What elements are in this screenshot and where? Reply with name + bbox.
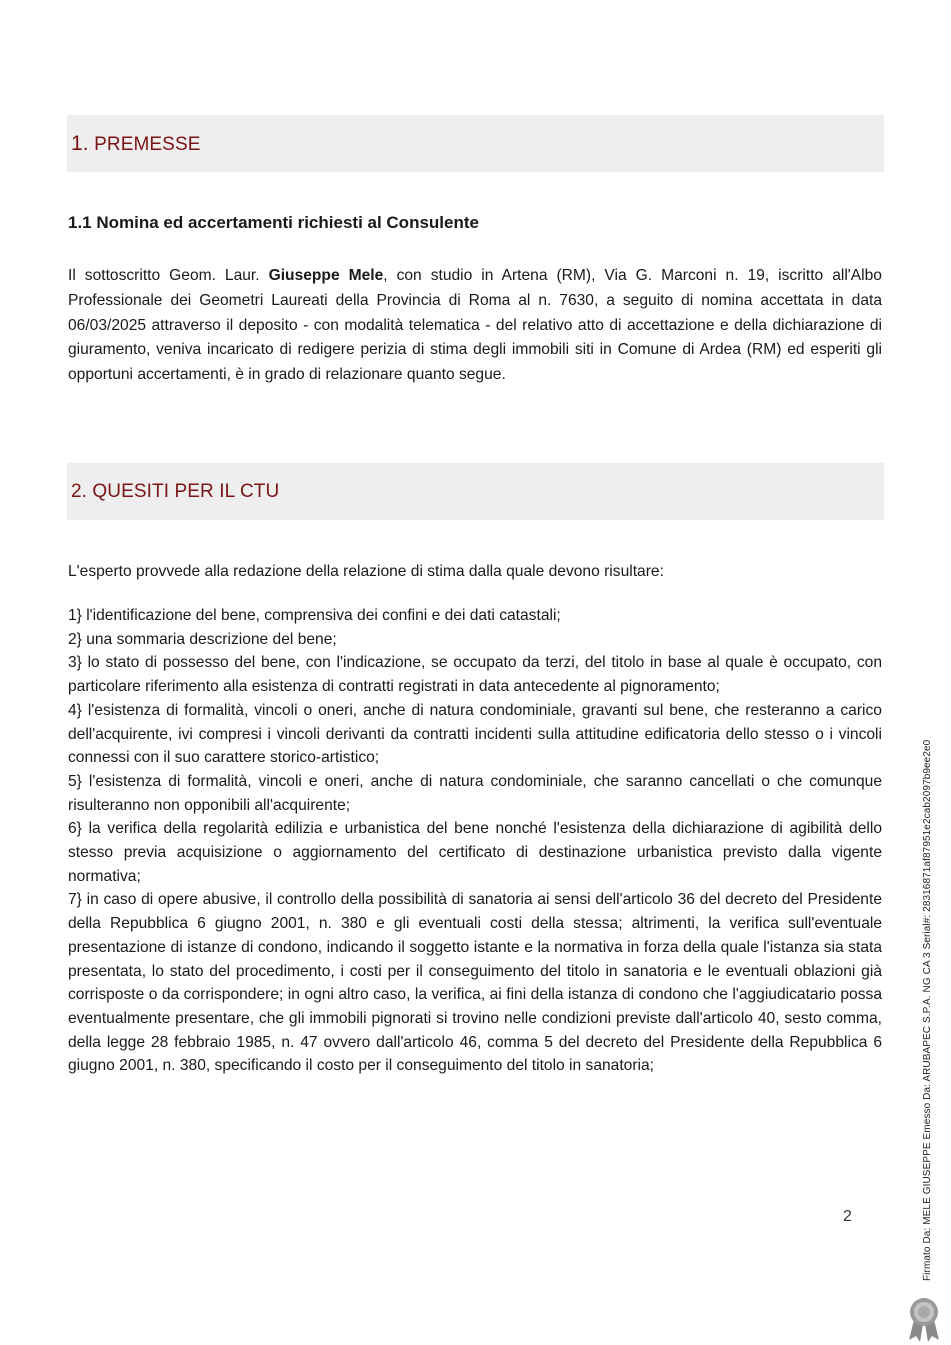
subsection-1-1-title: 1.1 Nomina ed accertamenti richiesti al Consulente xyxy=(68,213,479,232)
quesito-item: 3} lo stato di possesso del bene, con l'indicazione, se occupato da terzi, del titolo in base al quale è occupato, con particolare riferimento alla esistenza di contratti registrati in data antecedente al pignoramento; xyxy=(68,654,882,696)
quesiti-list xyxy=(68,604,882,1078)
quesiti-intro: L'esperto provvede alla redazione della relazione di stima dalla quale devono risultare: xyxy=(68,563,664,580)
section-1-number: 1. xyxy=(71,131,89,155)
quesito-item: 7} in caso di opere abusive, il controllo della possibilità di sanatoria ai sensi dell'articolo 36 del decreto del Presidente della Repubblica 6 giugno 2001, n. 380 e gli eventuali costi della stessa; altrimenti, la verifica sull'eventuale presentazione di istanze di condono, indicando il soggetto istante e la normativa in forza della quale l'istanza sia stata presentata, lo stato del procedimento, i costi per il conseguimento del titolo in sanatoria e le eventuali oblazioni già corrisposte o da corrispondere; in ogni altro caso, la verifica, ai fini della istanza di condono che l'aggiudicatario possa eventualmente presentare, che gli immobili pignorati si trovino nelle condizioni previste dall'articolo 40, sesto comma, della legge 28 febbraio 1985, n. 47 ovvero dall'articolo 46, comma 5 del decreto del Presidente della Repubblica 6 giugno 2001, n. 380, specificando il costo per il conseguimento del titolo in sanatoria; xyxy=(68,891,882,1075)
intro-text-before: Il sottoscritto Geom. Laur. xyxy=(68,267,269,284)
quesito-item: 4} l'esistenza di formalità, vincoli o oneri, anche di natura condominiale, gravanti sul bene, che resteranno a carico dell'acquirente, ivi compresi i vincoli derivanti da contratti incidenti sulla attitudine edificatoria dello stesso o i vincoli connessi con il suo carattere storico-artistico; xyxy=(68,701,882,767)
quesito-item: 1} l'identificazione del bene, comprensiva dei confini e dei dati catastali; xyxy=(68,607,561,624)
quesito-item: 6} la verifica della regolarità edilizia e urbanistica del bene nonché l'esistenza della dichiarazione di agibilità dello stesso previa acquisizione o aggiornamento del certificato di destinazione urbanistica previsto dalla vigente normativa; xyxy=(68,820,882,885)
section-1-header xyxy=(67,115,884,172)
section-1-title xyxy=(71,132,201,156)
quesito-item: 5} l'esistenza di formalità, vincoli e oneri, anche di natura condominiale, che saranno cancellati o che comunque risulteranno non opponibili all'acquirente; xyxy=(68,772,882,814)
intro-paragraph xyxy=(68,264,882,388)
section-2-header xyxy=(67,463,884,520)
quesito-item: 2} una sommaria descrizione del bene; xyxy=(68,630,337,648)
page-number: 2 xyxy=(843,1208,852,1225)
expert-name: Giuseppe Mele xyxy=(268,267,384,284)
digital-signature-text: Firmato Da: MELE GIUSEPPE Emesso Da: ARUBAPEC S.P.A. NG CA 3 Serial#: 28316871af87951e2cab2097b9ee2e0 xyxy=(922,739,933,1281)
intro-text-after: , con studio in Artena (RM), Via G. Marconi n. 19, iscritto all'Albo Professionale dei Geometri Laureati della Provincia di Roma al n. 7630, a seguito di nomina accettata in data 06/03/2025 attraverso il deposito - con modalità telematica - del relativo atto di accettazione e della dichiarazione di giuramento, veniva incaricato di redigere perizia di stima degli immobili siti in Comune di Ardea (RM) ed esperiti gli opportuni accertamenti, è in grado di relazionare quanto segue. xyxy=(68,267,882,384)
section-2-title: 2. QUESITI PER IL CTU xyxy=(71,480,280,502)
award-seal-icon xyxy=(904,1296,944,1342)
section-1-label: PREMESSE xyxy=(94,133,201,155)
